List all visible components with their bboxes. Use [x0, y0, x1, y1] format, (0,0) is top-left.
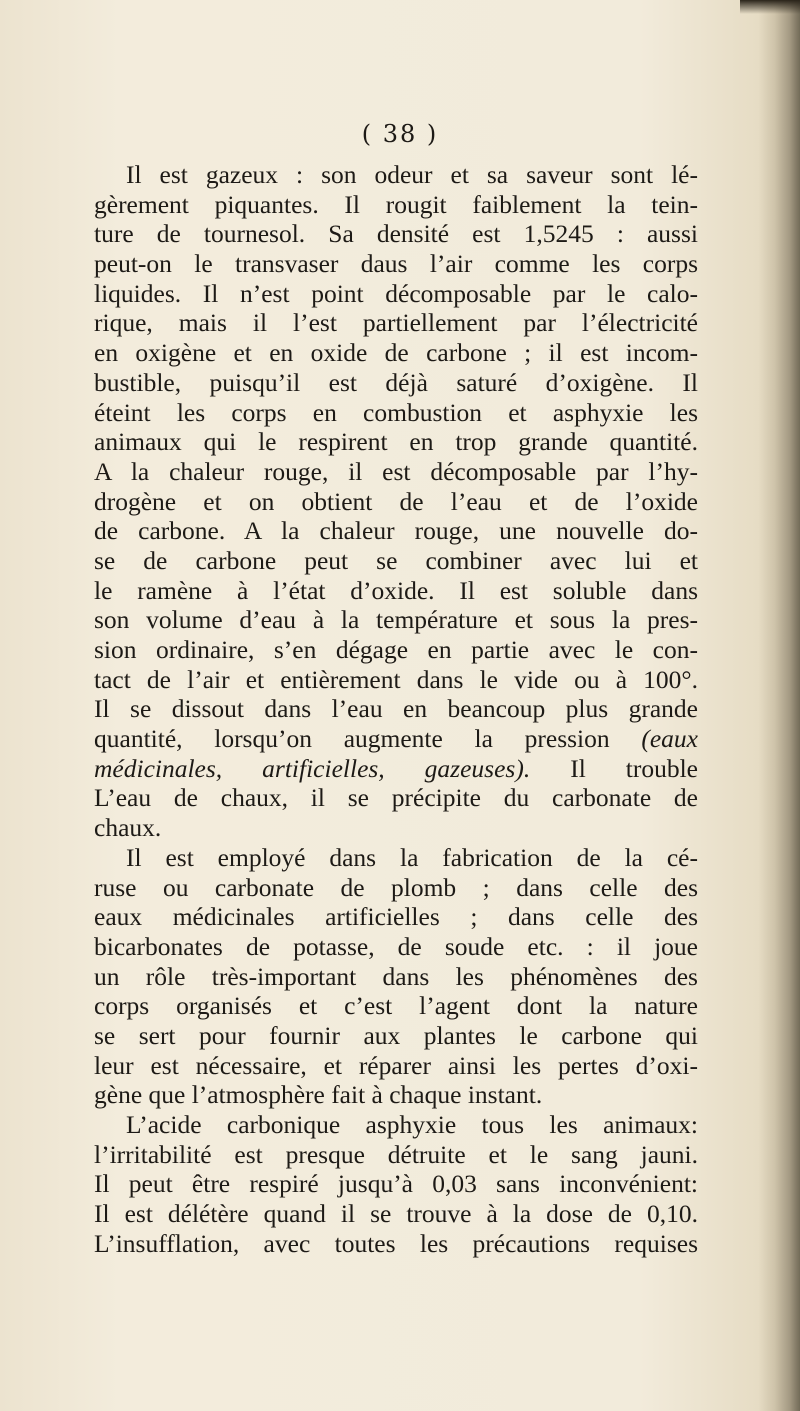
text-line	[94, 190, 698, 220]
text-line	[94, 1051, 698, 1081]
text-line	[94, 219, 698, 249]
text-line	[94, 605, 698, 635]
text-line	[94, 398, 698, 428]
text-line	[94, 962, 698, 992]
line-text: sion ordinaire, s’en dégage en partie avec le con-	[94, 635, 698, 664]
text-line	[94, 546, 698, 576]
text-line	[94, 694, 698, 724]
line-text: un rôle très-important dans les phénomènes des	[94, 961, 698, 991]
text-line	[94, 813, 698, 843]
line-text: se de carbone peut se combiner avec lui et	[94, 545, 698, 575]
line-text: L’eau de chaux, il se précipite du carbonate de	[94, 783, 698, 813]
text-line	[94, 991, 698, 1021]
text-line	[94, 932, 698, 962]
page-number: ( 38 )	[361, 120, 439, 148]
line-text: l’irritabilité est presque détruite et le sang jauni.	[94, 1139, 698, 1169]
line-text: de carbone. A la chaleur rouge, une nouvelle do-	[94, 516, 698, 546]
line-text: en oxigène et en oxide de carbone ; il est incom-	[94, 338, 698, 368]
line-text: peut-on le transvaser daus l’air comme les corps	[94, 249, 698, 279]
line-text: gène que l’atmosphère fait à chaque instant.	[94, 1080, 543, 1110]
text-line	[94, 1080, 698, 1110]
line-text: Il trouble	[570, 753, 699, 783]
text-line	[94, 1021, 698, 1051]
italic-text: médicinales, artificielles, gazeuses).	[94, 753, 531, 783]
text-line	[94, 457, 698, 487]
text-line	[94, 843, 698, 873]
line-text: tact de l’air et entièrement dans le vide ou à 100°.	[94, 664, 698, 694]
line-text: gèrement piquantes. Il rougit faiblement la tein-	[94, 189, 698, 219]
text-line	[94, 724, 698, 754]
line-text: animaux qui le respirent en trop grande quantité.	[94, 427, 698, 457]
line-text: ruse ou carbonate de plomb ; dans celle des	[94, 872, 698, 902]
text-line	[94, 873, 698, 903]
text-line	[94, 1140, 698, 1170]
text-line	[94, 368, 698, 398]
line-text: Il est délétère quand il se trouve à la dose de 0,10.	[94, 1199, 698, 1229]
line-text: ture de tournesol. Sa densité est 1,5245 : aussi	[94, 219, 698, 249]
line-text: L’acide carbonique asphyxie tous les animaux:	[126, 1110, 698, 1139]
italic-text: (eaux	[641, 724, 698, 754]
line-text: Il peut être respiré jusqu’à 0,03 sans inconvénient:	[94, 1169, 698, 1199]
body-text	[94, 160, 698, 1258]
text-line	[94, 754, 698, 784]
text-line	[94, 160, 698, 190]
text-line	[94, 338, 698, 368]
text-line	[94, 427, 698, 457]
line-text: bicarbonates de potasse, de soude etc. : il joue	[94, 931, 698, 961]
text-line	[94, 516, 698, 546]
line-text: drogène et on obtient de l’eau et de l’oxide	[94, 486, 698, 516]
line-text: Il se dissout dans l’eau en beancoup plus grande	[94, 694, 698, 724]
line-text: bustible, puisqu’il est déjà saturé d’oxigène. Il	[94, 367, 698, 397]
line-text: L’insufflation, avec toutes les précautions requises	[94, 1228, 698, 1258]
line-text: rique, mais il l’est partiellement par l’électricité	[94, 308, 698, 338]
line-text: chaux.	[94, 813, 162, 843]
line-text: le ramène à l’état d’oxide. Il est soluble dans	[94, 575, 698, 605]
line-text: se sert pour fournir aux plantes le carbone qui	[94, 1020, 698, 1050]
page-gutter-shadow	[758, 0, 800, 1411]
text-line	[94, 902, 698, 932]
text-line	[94, 249, 698, 279]
line-text: eaux médicinales artificielles ; dans celle des	[94, 902, 698, 932]
line-text: quantité, lorsqu’on augmente la pression	[94, 724, 610, 754]
text-line	[94, 308, 698, 338]
line-text: A la chaleur rouge, il est décomposable par l’hy-	[94, 456, 698, 486]
text-line	[94, 665, 698, 695]
line-text: son volume d’eau à la température et sous la pres-	[94, 605, 698, 635]
line-text: Il est employé dans la fabrication de la cé-	[126, 842, 698, 872]
line-text: liquides. Il n’est point décomposable par le calo-	[94, 278, 698, 308]
line-text: corps organisés et c’est l’agent dont la nature	[94, 991, 698, 1021]
text-line	[94, 1229, 698, 1259]
text-line	[94, 576, 698, 606]
text-line	[94, 635, 698, 665]
text-line	[94, 1110, 698, 1140]
line-text: Il est gazeux : son odeur et sa saveur sont lé-	[126, 160, 698, 189]
text-line	[94, 487, 698, 517]
line-text: éteint les corps en combustion et asphyxie les	[94, 397, 698, 427]
line-text: leur est nécessaire, et réparer ainsi les pertes d’oxi-	[94, 1050, 698, 1080]
page-corner-shadow	[740, 0, 800, 14]
text-line	[94, 1169, 698, 1199]
text-line	[94, 783, 698, 813]
text-line	[94, 1199, 698, 1229]
text-line	[94, 279, 698, 309]
